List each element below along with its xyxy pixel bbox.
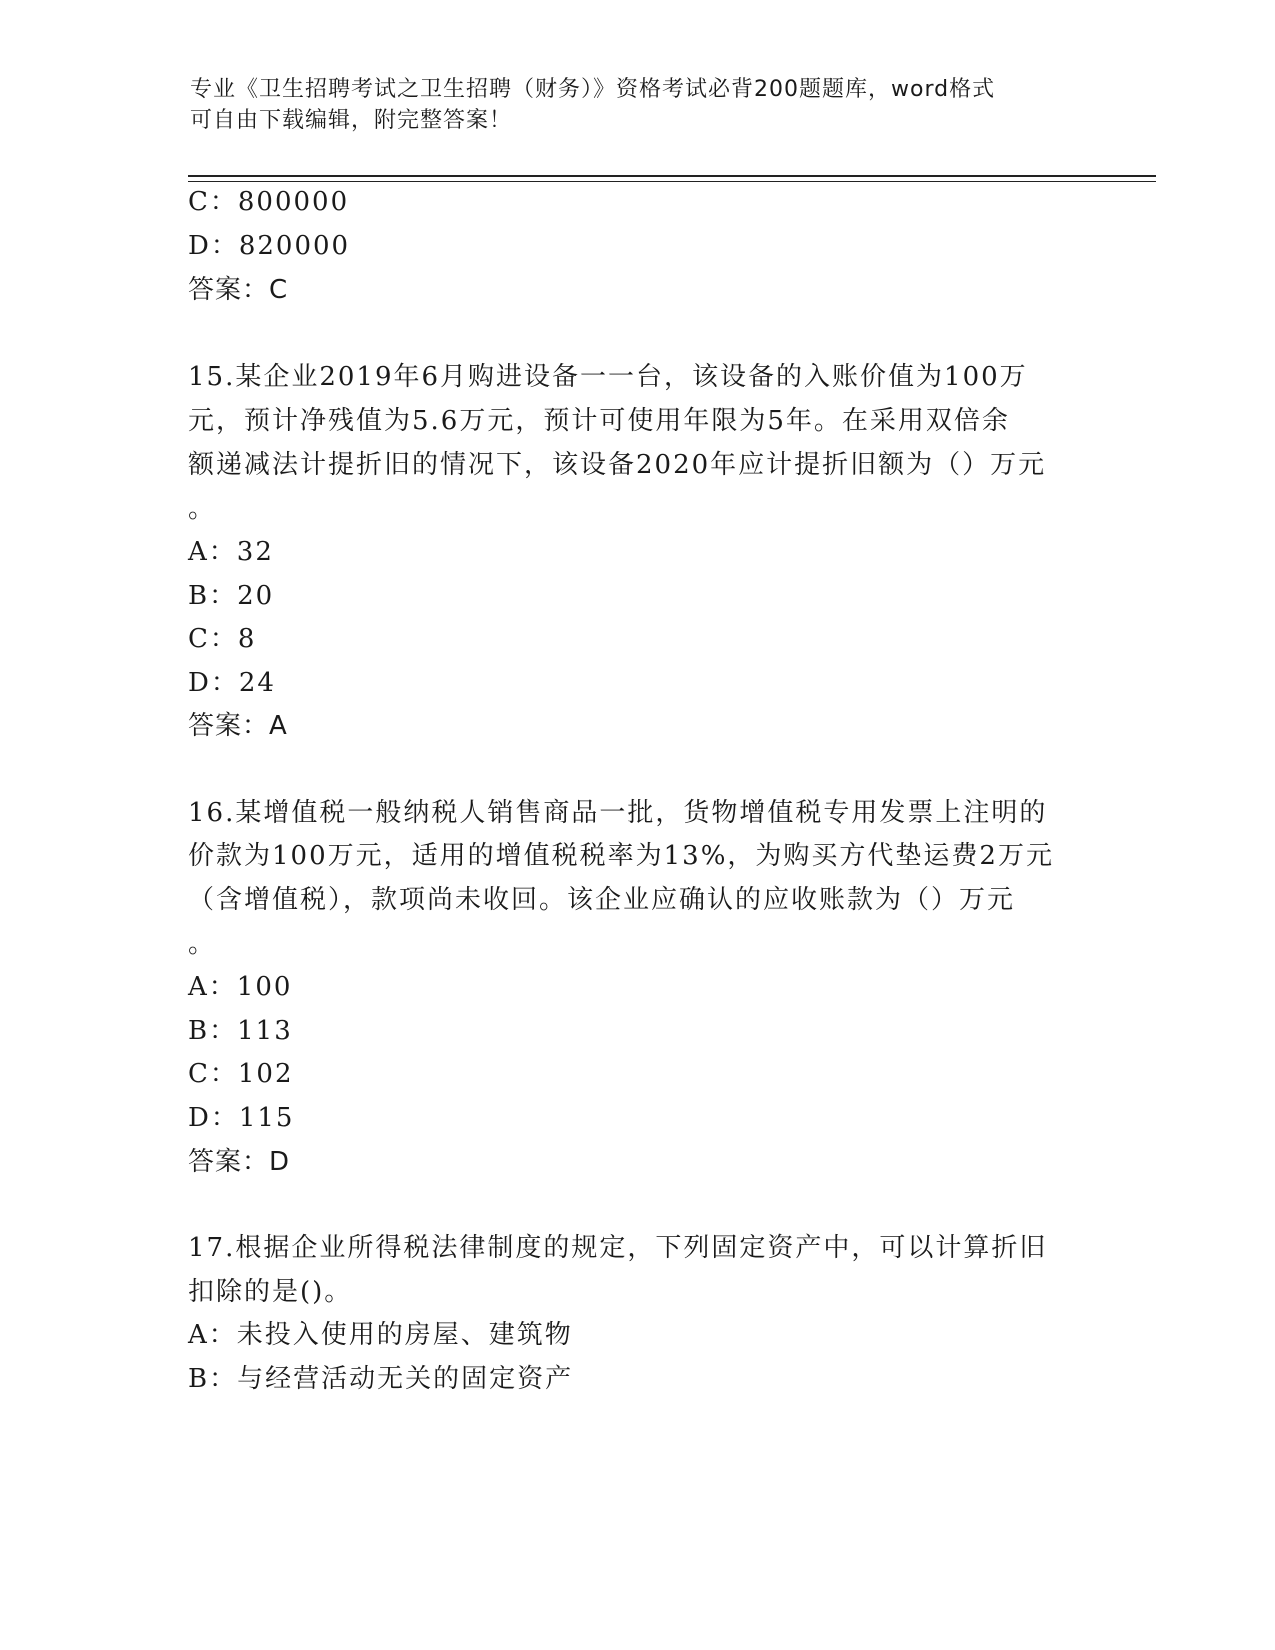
q14-option-c: C：800000 <box>188 187 350 217</box>
q17-stem-line-1: 17.根据企业所得税法律制度的规定，下列固定资产中，可以计算折旧 <box>188 1233 1048 1263</box>
q15-option-b: B：20 <box>188 581 275 611</box>
q15-option-d: D：24 <box>188 668 276 698</box>
q15-stem-line-2: 元，预计净残值为5.6万元，预计可使用年限为5年。在采用双倍余 <box>188 406 1010 436</box>
q16-stem-line-1: 16.某增值税一般纳税人销售商品一批，货物增值税专用发票上注明的 <box>188 798 1048 828</box>
q16-option-c: C：102 <box>188 1059 294 1089</box>
q16-option-a: A：100 <box>188 972 293 1002</box>
q15-stem-line-1: 15.某企业2019年6月购进设备一一台，该设备的入账价值为100万 <box>188 362 1028 392</box>
q16-option-b: B：113 <box>188 1016 293 1046</box>
q15-stem-line-4: 。 <box>188 494 217 524</box>
header-line-1: 专业《卫生招聘考试之卫生招聘（财务）》资格考试必背200题题库，word格式 <box>190 77 996 102</box>
q15-option-c: C：8 <box>188 624 257 654</box>
q17-option-b: B：与经营活动无关的固定资产 <box>188 1364 574 1394</box>
q16-answer: 答案：D <box>188 1147 291 1177</box>
q15-stem-line-3: 额递减法计提折旧的情况下，该设备2020年应计提折旧额为（）万元 <box>188 450 1047 480</box>
q14-option-d: D：820000 <box>188 231 351 261</box>
q16-stem-line-2: 价款为100万元，适用的增值税税率为13%，为购买方代垫运费2万元 <box>188 841 1054 871</box>
q16-stem-line-4: 。 <box>188 929 217 959</box>
header-line-2: 可自由下载编辑，附完整答案！ <box>190 108 513 133</box>
q15-option-a: A：32 <box>188 537 274 567</box>
q17-option-a: A：未投入使用的房屋、建筑物 <box>188 1320 573 1350</box>
header-divider-thick <box>188 175 1156 177</box>
q15-answer: 答案：A <box>188 711 288 741</box>
document-header <box>190 74 1090 136</box>
q14-answer: 答案：C <box>188 275 289 305</box>
q16-option-d: D：115 <box>188 1103 295 1133</box>
header-divider-thin <box>188 181 1156 182</box>
q17-stem-line-2: 扣除的是()。 <box>188 1277 353 1307</box>
q16-stem-line-3: （含增值税），款项尚未收回。该企业应确认的应收账款为（）万元 <box>188 885 1016 915</box>
